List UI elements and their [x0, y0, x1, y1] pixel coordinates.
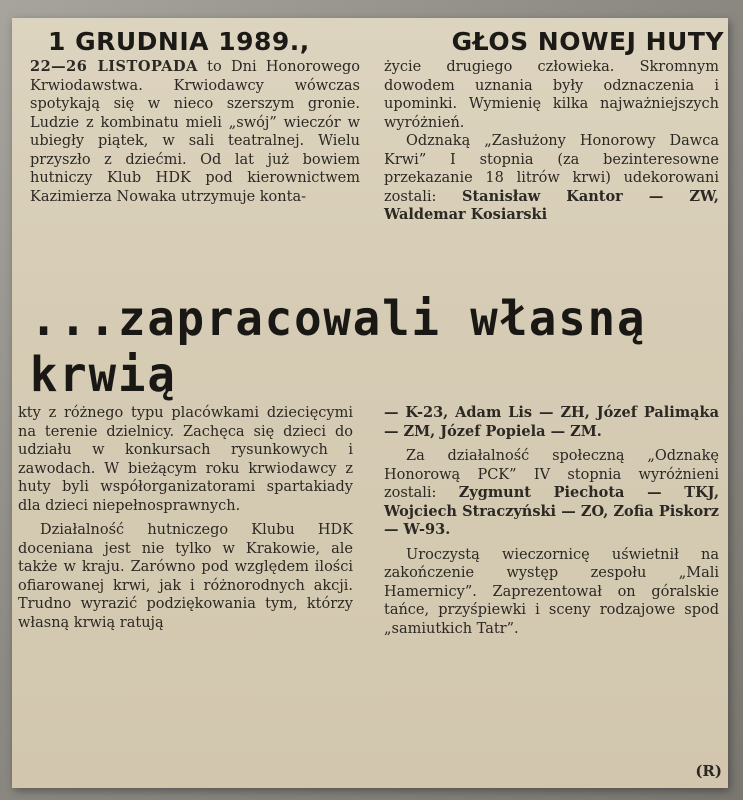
awardee-names: Zygmunt Piechota — TKJ, Wojciech Straczyński — ZO, Zofia Piskorz — W-93.: [384, 484, 719, 538]
paragraph: kty z różnego typu placówkami dziecięcymi na terenie dzielnicy. Zachęca się dzieci do udziału w konkursach rysunkowych i zawodach. W bieżącym roku krwiodawcy z huty byli współorganizatorami spartakiady dla dzieci niepełnosprawnych.: [18, 405, 353, 514]
paragraph: Uroczystą wieczornicę uświetnił na zakończenie występ zespołu „Mali Hamernicy”. Zaprezentował on góralskie tańce, przyśpiewki i sceny rodzajowe spod „samiutkich Tatr”.: [384, 546, 719, 637]
paragraph: [384, 132, 719, 225]
paragraph-text: Za działalność społeczną „Odznakę Honorową PCK” IV stopnia wyróżnieni zostali:: [384, 448, 719, 501]
awardee-names: — K-23, Adam Lis — ZH, Józef Palimąka — ZM, Józef Popiela — ZM.: [384, 404, 719, 440]
column-bottom-left: [18, 404, 353, 632]
article-headline: ...zapracowali własną krwią: [29, 291, 647, 403]
issue-date: 1 GRUDNIA 1989.,: [48, 26, 310, 56]
column-top-left: [30, 58, 360, 206]
column-bottom-right: [384, 404, 719, 638]
newspaper-clipping: [12, 18, 728, 788]
paragraph-text: to Dni Honorowego Krwiodawstwa. Krwiodawcy wówczas spotykają się w nieco szerszym gronie. Ludzie z kombinatu mieli „swój” wieczór w ubiegły piątek, w sali teatralnej. Wielu przyszło z dziećmi. Od lat już bowiem hutniczy Klub HDK pod kierownictwem Kazimierza Nowaka utrzymuje konta-: [30, 59, 360, 205]
column-top-right: [384, 58, 719, 225]
lead-dates: 22—26 LISTOPADA: [30, 58, 198, 75]
paragraph: [384, 447, 719, 540]
paragraph: życie drugiego człowieka. Skromnym dowodem uznania były odznaczenia i upominki. Wymienię kilka najważniejszych wyróżnień.: [384, 59, 719, 131]
author-signature: (R): [695, 762, 722, 780]
newspaper-title: GŁOS NOWEJ HUTY: [451, 26, 724, 56]
paragraph: Działalność hutniczego Klubu HDK doceniana jest nie tylko w Krakowie, ale także w kraju. Zarówno pod względem ilości ofiarowanej krwi, jak i różnorodnych akcji. Trudno wyrazić podziękowania tym, którzy własną krwią ratują: [18, 522, 353, 631]
awardee-names: Stanisław Kantor — ZW, Waldemar Kosiarski: [384, 187, 719, 223]
paragraph: [30, 58, 360, 206]
paragraph-text: Odznaką „Zasłużony Honorowy Dawca Krwi” I stopnia (za bezinteresowne przekazanie 18 litrów krwi) udekorowani zostali:: [384, 133, 719, 205]
masthead: [48, 22, 724, 60]
